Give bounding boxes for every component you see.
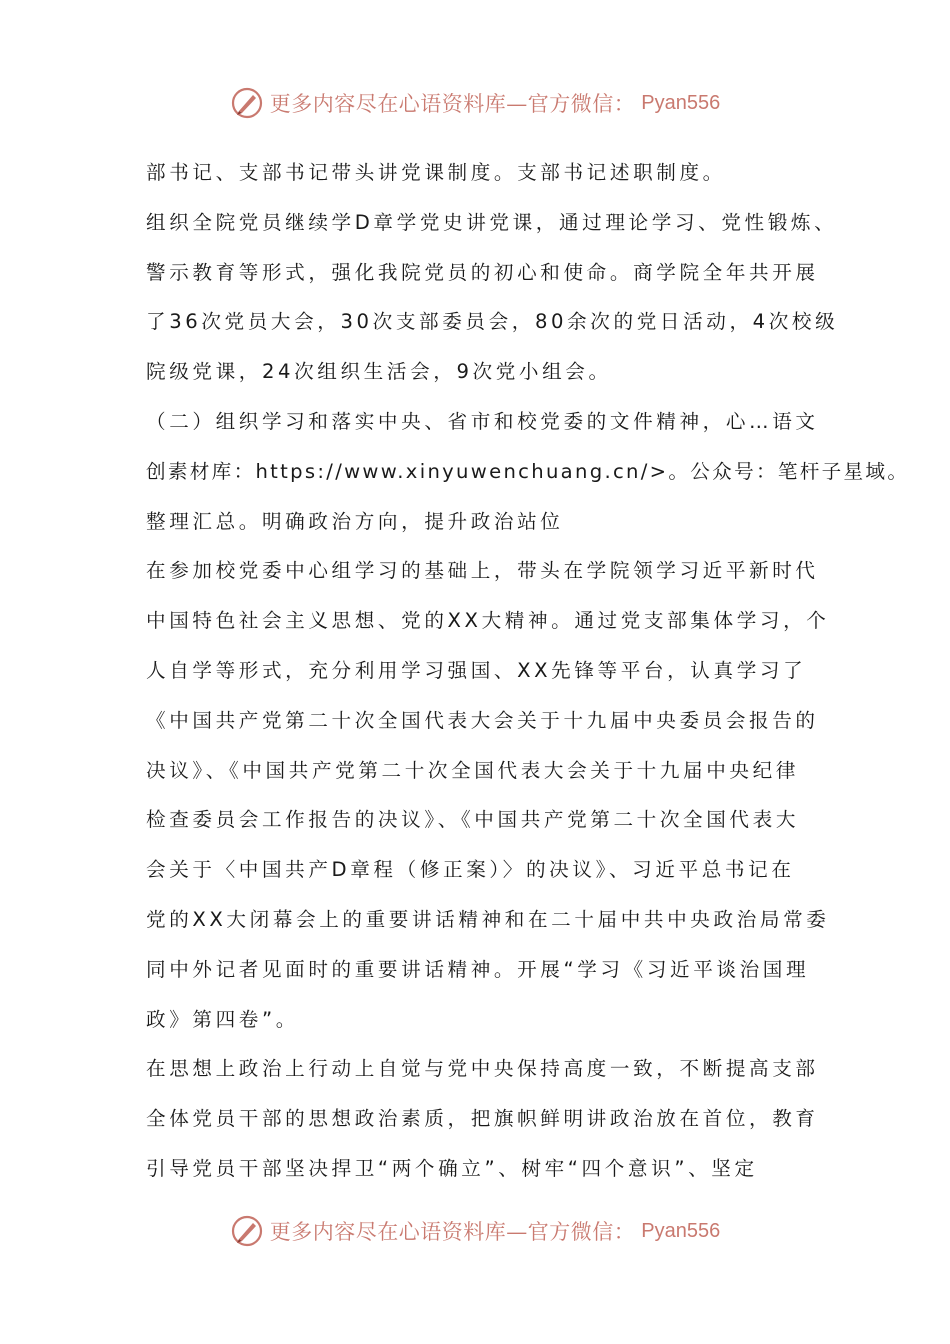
text-line: 在参加校党委中心组学习的基础上，带头在学院领学习近平新时代 <box>146 559 819 583</box>
text-line: 创素材库：https://www.xinyuwenchuang.cn/>。公众号：笔杆子星域。 <box>146 459 910 483</box>
pen-logo-icon <box>230 1214 264 1248</box>
page-footer <box>0 1211 950 1251</box>
text-line: 同中外记者见面时的重要讲话精神。开展“学习《习近平谈治国理 <box>146 957 810 981</box>
header-banner <box>230 86 720 120</box>
text-line: 了36次党员大会，30次支部委员会，80余次的党日活动，4次校级 <box>146 310 839 334</box>
text-line: 全体党员干部的思想政治素质，把旗帜鲜明讲政治放在首位，教育 <box>146 1107 819 1131</box>
text-line: 检查委员会工作报告的决议》、《中国共产党第二十次全国代表大 <box>146 808 800 832</box>
text-line: 决议》、《中国共产党第二十次全国代表大会关于十九届中央纪律 <box>146 758 800 782</box>
footer-banner-handle: Pyan556 <box>641 1219 721 1242</box>
footer-banner <box>230 1214 720 1248</box>
text-line: 院级党课，24次组织生活会，9次党小组会。 <box>146 360 612 384</box>
text-line: 部书记、支部书记带头讲党课制度。支部书记述职制度。 <box>146 161 726 184</box>
text-line: 会关于〈中国共产D章程（修正案）〉的决议》、习近平总书记在 <box>146 858 795 882</box>
text-line: 《中国共产党第二十次全国代表大会关于十九届中央委员会报告的 <box>146 708 819 732</box>
header-banner-handle: Pyan556 <box>641 91 721 114</box>
page-header <box>0 83 950 123</box>
text-line: 人自学等形式，充分利用学习强国、XX先锋等平台，认真学习了 <box>146 658 807 682</box>
text-line: 整理汇总。明确政治方向，提升政治站位 <box>146 509 564 533</box>
pen-logo-icon <box>230 86 264 120</box>
text-line: 政》第四卷”。 <box>146 1007 299 1031</box>
text-line: 警示教育等形式，强化我院党员的初心和使命。商学院全年共开展 <box>146 260 819 284</box>
text-line: 在思想上政治上行动上自觉与党中央保持高度一致，不断提高支部 <box>146 1057 819 1081</box>
text-line: 中国特色社会主义思想、党的XX大精神。通过党支部集体学习，个 <box>146 609 830 633</box>
footer-banner-text: 更多内容尽在心语资料库—官方微信： <box>269 1220 636 1244</box>
text-line: 党的XX大闭幕会上的重要讲话精神和在二十届中共中央政治局常委 <box>146 907 830 931</box>
text-line: （二）组织学习和落实中央、省市和校党委的文件精神，心…语文 <box>146 409 819 433</box>
text-line: 引导党员干部坚决捍卫“两个确立”、树牢“四个意识”、坚定 <box>146 1156 758 1180</box>
document-body <box>146 148 910 1194</box>
text-line: 组织全院党员继续学D章学党史讲党课，通过理论学习、党性锻炼、 <box>146 210 838 234</box>
header-banner-text: 更多内容尽在心语资料库—官方微信： <box>269 92 636 116</box>
